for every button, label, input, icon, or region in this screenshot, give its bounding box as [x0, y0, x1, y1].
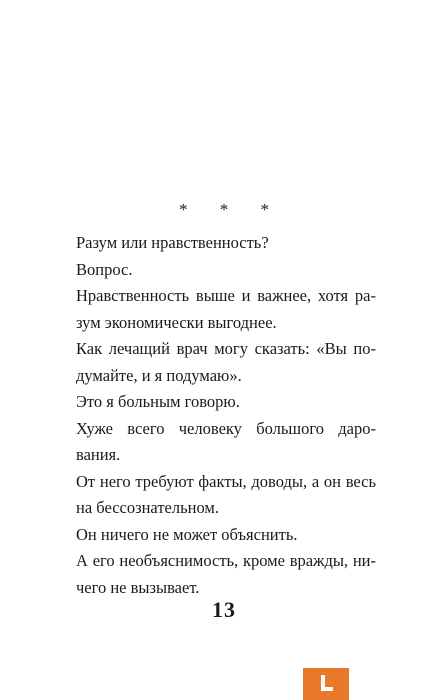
text-line: Он ничего не может объяснить. [76, 524, 298, 544]
text-line: От него требуют факты, доводы, а он весь [76, 471, 376, 491]
text-line: чего не вызывает. [76, 577, 200, 597]
text-line: Нравственность выше и важнее, хотя ра- [76, 286, 376, 305]
body-text [76, 230, 376, 601]
litres-logo-icon [303, 668, 349, 700]
text-line: Разум или нравственность? [76, 233, 269, 252]
page-number: 13 [212, 597, 236, 622]
text-line: А его необъяснимость, кроме вражды, ни- [76, 551, 376, 570]
text-line: зум экономически выгоднее. [76, 312, 277, 332]
text-line: на бессознательном. [76, 498, 219, 517]
text-line: Это я больным говорю. [76, 392, 240, 411]
text-line: Как лечащий врач могу сказать: «Вы по- [76, 339, 376, 358]
text-line: Хуже всего человеку большого даро- [76, 418, 376, 438]
section-separator: * * * [179, 200, 283, 219]
text-line: думайте, и я подумаю». [76, 365, 242, 385]
text-line: вания. [76, 445, 121, 464]
text-line: Вопрос. [76, 259, 133, 279]
